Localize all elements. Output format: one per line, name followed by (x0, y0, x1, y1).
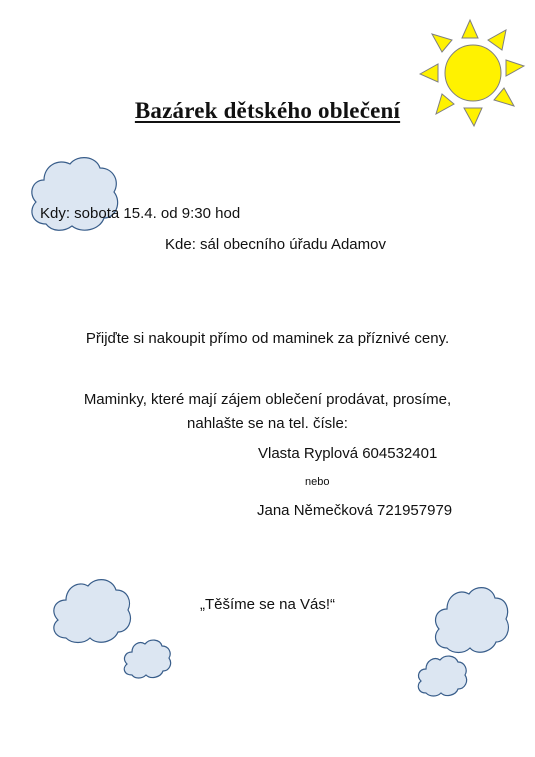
event-time: Kdy: sobota 15.4. od 9:30 hod (40, 205, 241, 222)
contact-separator: nebo (305, 476, 330, 488)
cloud-icon (122, 638, 172, 680)
closing-greeting: „Těšíme se na Vás!“ (199, 596, 336, 613)
sellers-text-line2: nahlašte se na tel. čísle: (187, 415, 348, 432)
flyer-title: Bazárek dětského oblečení (134, 98, 401, 123)
cloud-icon (416, 654, 468, 698)
sellers-text-line1: Maminky, které mají zájem oblečení prodávat, prosíme, (83, 391, 452, 408)
contact-first: Vlasta Ryplová 604532401 (258, 445, 438, 462)
invitation-text: Přijďte si nakoupit přímo od maminek za příznivé ceny. (85, 330, 450, 347)
contact-second: Jana Němečková 721957979 (257, 502, 453, 519)
event-place: Kde: sál obecního úřadu Adamov (165, 236, 386, 253)
cloud-icon (432, 584, 510, 656)
